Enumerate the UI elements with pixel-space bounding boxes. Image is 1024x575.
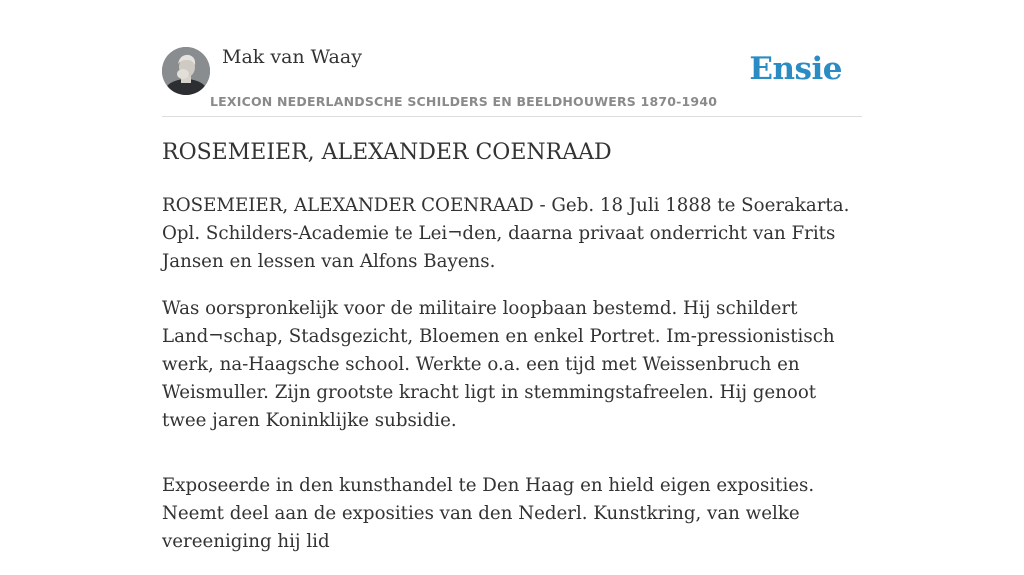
author-name[interactable]: Mak van Waay [222,46,362,68]
author-portrait-icon [162,47,210,95]
article-paragraph: ROSEMEIER, ALEXANDER COENRAAD - Geb. 18 Juli 1888 te Soerakarta. Opl. Schilders-Academie te Lei¬den, daarna privaat onderricht van Frits Jansen en lessen van Alfons Bayens. [162,195,850,272]
article-paragraph: Exposeerde in den kunsthandel te Den Haag en hield eigen exposities. Neemt deel aan de exposities van den Nederl. Kunstkring, van welke vereeniging hij lid [162,475,815,552]
lexicon-title[interactable]: LEXICON NEDERLANDSCHE SCHILDERS EN BEELDHOUWERS 1870-1940 [210,94,718,109]
article-paragraph: Was oorspronkelijk voor de militaire loopbaan bestemd. Hij schildert Land¬schap, Stadsgezicht, Bloemen en enkel Portret. Im-pressionistisch werk, na-Haagsche school. Werkte o.a. een tijd met Weissenbruch en Weismuller. Zijn grootste kracht ligt in stemmingstafreelen. Hij genoot twee jaren Koninklijke subsidie. [162,298,835,431]
author-avatar[interactable] [162,47,210,95]
ensie-logo[interactable]: Ensie [749,51,842,87]
page-container [162,0,862,552]
article-title: ROSEMEIER, ALEXANDER COENRAAD [162,140,612,165]
article-body [162,192,862,575]
site-header [162,0,862,117]
